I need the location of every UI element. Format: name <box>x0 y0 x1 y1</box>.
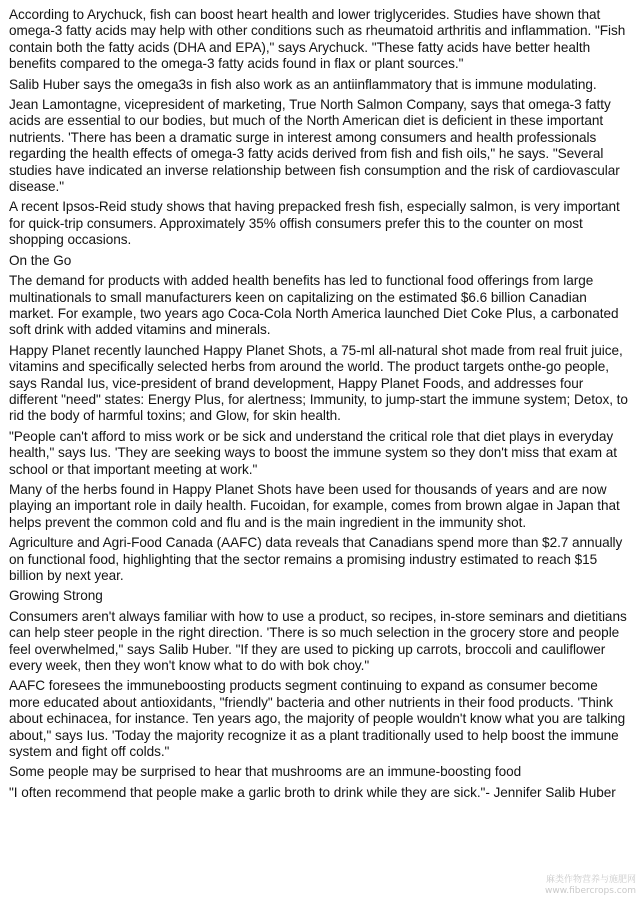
paragraph-antiinflammatory: Salib Huber says the omega3s in fish also work as an antiinflammatory that is immune modulating. <box>9 76 597 92</box>
watermark-line-2: www.fibercrops.com <box>545 886 636 896</box>
watermark-line-1: 麻类作物营养与施肥网 <box>545 875 636 885</box>
paragraph-aafc-spending: Agriculture and Agri-Food Canada (AAFC) data reveals that Canadians spend more than $2.7 annually on functional food, highlighting that the sector remains a promising industry estimated to reach $15 billion by next year. <box>9 535 623 583</box>
paragraph-happy-planet-shots: Happy Planet recently launched Happy Planet Shots, a 75-ml all-natural shot made from real fruit juice, vitamins and specifically selected herbs from around the world. The product targets onthe-go people, says Randal Ius, vice-president of brand development, Happy Planet Foods, and addresses four different "need" states: Energy Plus, for alertness; Immunity, to jump-start the immune system; Detox, to rid the body of harmful toxins; and Glow, for skin health. <box>9 342 628 424</box>
section-heading-on-the-go: On the Go <box>9 252 72 268</box>
paragraph-omega3-heart: According to Arychuck, fish can boost heart health and lower triglycerides. Studies have shown that omega-3 fatty acids may help with other conditions such as rheumatoid arthritis and inflammation. "Fish contain both the fatty acids (DHA and EPA)," says Arychuck. "These fatty acids have better health benefits compared to the omega-3 fatty acids found in flax or plant sources." <box>9 7 626 72</box>
section-heading-growing-strong: Growing Strong <box>9 588 103 604</box>
paragraph-herbs-fucoidan: Many of the herbs found in Happy Planet Shots have been used for thousands of years and are now playing an important role in daily health. Fucoidan, for example, comes from brown algae in Japan that helps prevent the common cold and flu and is the main ingredient in the immunity shot. <box>9 481 620 530</box>
paragraph-functional-food-demand: The demand for products with added health benefits has led to functional food offerings from large multinationals to small manufacturers keen on capitalizing on the estimated $6.6 billion Canadian market. For example, two years ago Coca-Cola North America launched Diet Coke Plus, a carbonated soft drink with added vitamins and minerals. <box>9 273 619 338</box>
paragraph-aafc-forecast: AAFC foresees the immuneboosting products segment continuing to expand as consumer become more educated about antioxidants, "friendly" bacteria and other nutrients in their food products. 'Think about echinacea, for instance. Ten years ago, the majority of people wouldn't know what you are talking about," says Ius. 'Today the majority recognize it as a plant traditionally used to help boost the immune system and fight off colds." <box>9 678 626 760</box>
paragraph-ius-quote: "People can't afford to miss work or be sick and understand the critical role that diet plays in everyday health," says Ius. 'They are seeking ways to boost the immune system so they don't miss that exam at school or that important meeting at work." <box>9 428 617 477</box>
paragraph-garlic-broth-quote: "I often recommend that people make a garlic broth to drink while they are sick."- Jennifer Salib Huber <box>9 784 616 800</box>
paragraph-lamontagne: Jean Lamontagne, vicepresident of marketing, True North Salmon Company, says that omega-3 fatty acids are essential to our bodies, but much of the North American diet is deficient in these important nutrients. 'There has been a dramatic surge in interest among consumers and health professionals regarding the health effects of omega-3 fatty acids derived from fish and fish oils," he says. "Several studies have indicated an inverse relationship between fish consumption and the risk of cardiovascular disease." <box>9 97 620 195</box>
site-watermark <box>545 875 636 897</box>
paragraph-ipsos-reid: A recent Ipsos-Reid study shows that having prepacked fresh fish, especially salmon, is very important for quick-trip consumers. Approximately 35% offish consumers prefer this to the counter on most shopping occasions. <box>9 199 620 248</box>
paragraph-mushrooms: Some people may be surprised to hear that mushrooms are an immune-boosting food <box>9 764 522 780</box>
paragraph-consumer-guidance: Consumers aren't always familiar with how to use a product, so recipes, in-store seminars and dietitians can help steer people in the right direction. 'There is so much selection in the grocery store and people feel overwhelmed," says Salib Huber. "If they are used to picking up carrots, broccoli and cauliflower every week, then they won't know what to do with bok choy." <box>9 608 627 674</box>
